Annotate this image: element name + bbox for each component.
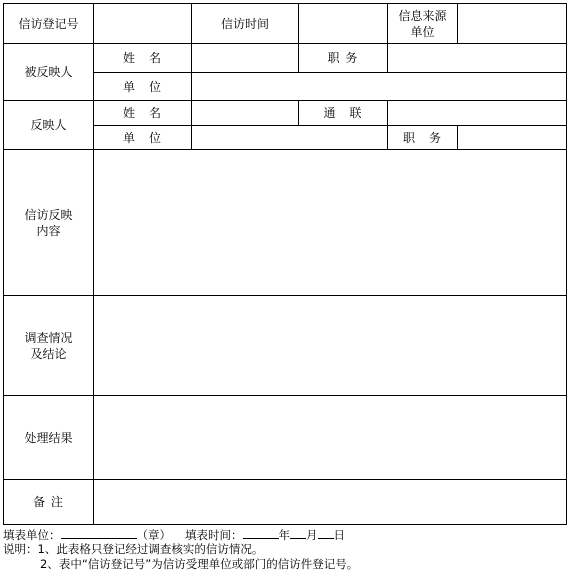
reported-person-label: 被反映人	[24, 65, 73, 79]
petition-time-label: 信访时间	[220, 16, 269, 31]
content-label: 信访反映 内容	[24, 207, 73, 238]
result-field[interactable]	[94, 396, 566, 479]
reporter-name-label: 姓 名	[122, 106, 162, 120]
petition-time-field[interactable]	[299, 4, 387, 43]
year-label: 年	[278, 528, 290, 542]
info-source-field[interactable]	[458, 4, 566, 43]
reporter-position-label: 职 务	[402, 130, 442, 145]
reporter-unit-field[interactable]	[192, 126, 387, 149]
investigation-field[interactable]	[94, 296, 566, 395]
reported-name-label: 姓 名	[122, 51, 162, 65]
reporter-contact-field[interactable]	[388, 101, 566, 125]
fill-time-label: 填表时间：	[185, 528, 243, 542]
day-label: 日	[333, 528, 345, 542]
reporter-contact-label: 通 联	[323, 106, 363, 120]
petition-registration-form	[3, 3, 567, 525]
reg-no-label: 信访登记号	[18, 16, 79, 31]
explanation-line-2: 2、表中“信访登记号”为信访受理单位或部门的信访件登记号。	[40, 557, 359, 571]
fill-info-line	[3, 527, 345, 542]
remarks-label: 备 注	[33, 495, 64, 509]
reported-name-field[interactable]	[192, 44, 298, 72]
day-blank[interactable]	[318, 527, 334, 539]
fill-unit-blank[interactable]	[61, 527, 137, 539]
remarks-field[interactable]	[94, 480, 566, 524]
fill-unit-label: 填表单位：	[3, 528, 61, 542]
reporter-name-field[interactable]	[192, 101, 298, 125]
month-label: 月	[306, 528, 318, 542]
reported-position-field[interactable]	[388, 44, 566, 72]
reg-no-field[interactable]	[94, 4, 191, 43]
reported-unit-label: 单 位	[122, 79, 162, 94]
reporter-label: 反映人	[30, 118, 67, 132]
month-blank[interactable]	[290, 527, 306, 539]
reported-unit-field[interactable]	[192, 73, 566, 100]
year-blank[interactable]	[243, 527, 279, 539]
info-source-label: 信息来源 单位	[398, 8, 447, 39]
result-label: 处理结果	[24, 430, 73, 445]
reporter-position-field[interactable]	[458, 126, 566, 149]
reported-position-label: 职 务	[327, 51, 359, 65]
seal-label: （章）	[136, 528, 171, 542]
content-field[interactable]	[94, 150, 566, 295]
explanation-line-1: 说明：1、此表格只登记经过调查核实的信访情况。	[3, 542, 264, 556]
investigation-label: 调查情况 及结论	[24, 330, 73, 361]
reporter-unit-label: 单 位	[122, 130, 162, 145]
